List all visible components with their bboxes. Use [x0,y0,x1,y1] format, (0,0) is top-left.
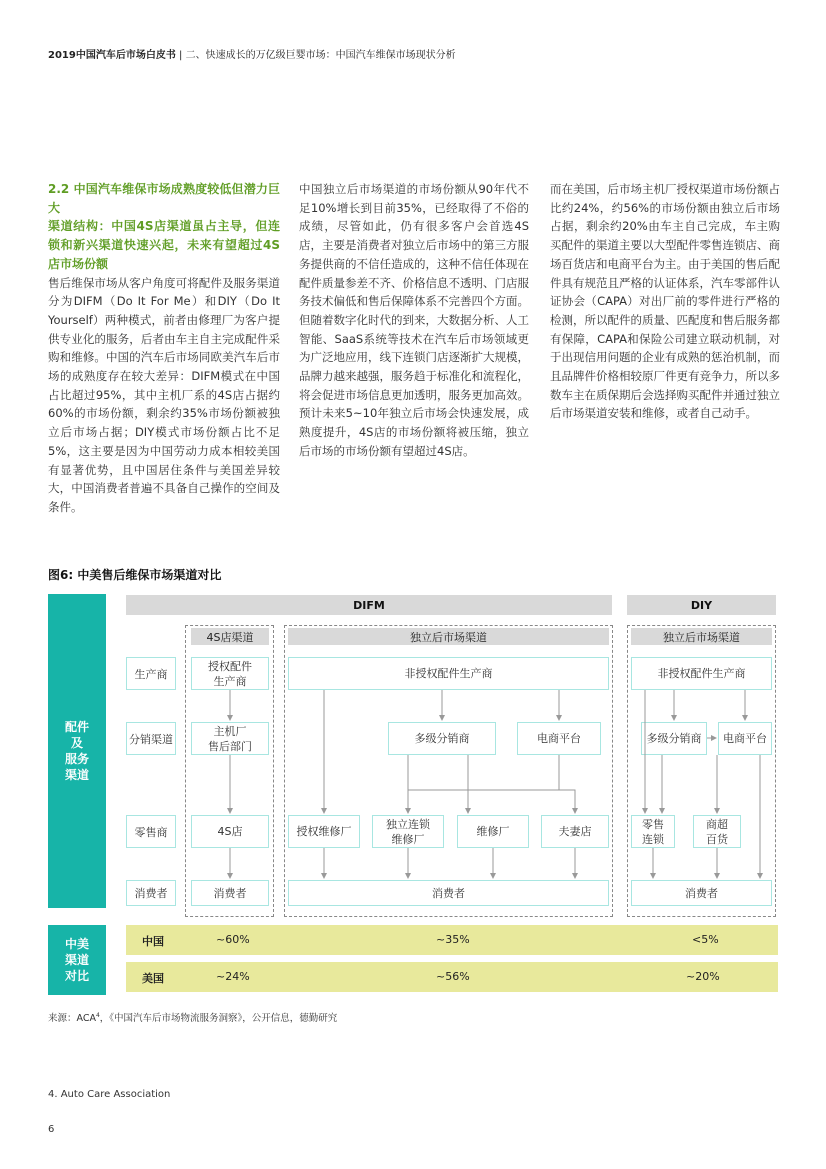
text-column-1 [48,180,280,517]
compare-country: 中国 [142,935,164,948]
compare-value-4s: ~60% [216,933,250,946]
box-mall: 商超 百货 [693,815,741,848]
box-non-auth-parts: 非授权配件生产商 [288,657,609,690]
source-note [48,1010,337,1024]
source-rest: ，《中国汽车后市场物流服务洞察》，公开信息，德勤研究 [99,1013,338,1024]
box-multi-dist-diy: 多级分销商 [641,722,707,755]
row-label-distribution: 分销渠道 [126,722,176,755]
connector-line [521,790,575,813]
sub-header-indep-diy: 独立后市场渠道 [631,628,772,645]
difm-bar: DIFM [126,595,612,615]
sub-header-indep: 独立后市场渠道 [288,628,609,645]
box-consumer-indep: 消费者 [288,880,609,906]
figure-title: 图6: 中美售后维保市场渠道对比 [48,568,222,582]
sub-title: 渠道结构：中国4S店渠道虽占主导，但连锁和新兴渠道快速兴起，未来有望超过4S店市场份额 [48,219,280,271]
box-non-auth-parts-diy: 非授权配件生产商 [631,657,772,690]
header-separator: | [179,50,183,61]
section-title: 2.2 中国汽车维保市场成熟度较低但潜力巨大 [48,182,280,215]
header-subtitle: 二、快速成长的万亿级巨婴市场：中国汽车维保市场现状分析 [185,50,456,61]
compare-value-diy: ~20% [686,970,720,983]
box-retail-chain: 零售 连锁 [631,815,675,848]
page-number: 6 [48,1124,55,1135]
compare-value-indep: ~35% [436,933,470,946]
text-column-3 [550,180,780,423]
connector-line [408,755,559,790]
header-title: 2019中国汽车后市场白皮书 [48,50,176,61]
box-consumer-4s: 消费者 [191,880,269,906]
row-label-retailer: 零售商 [126,815,176,848]
compare-value-4s: ~24% [216,970,250,983]
compare-row-usa [126,962,778,992]
source-prefix: 来源：ACA [48,1013,96,1024]
box-indep-chain: 独立连锁 维修厂 [372,815,444,848]
compare-country: 美国 [142,972,164,985]
footnote: 4. Auto Care Association [48,1089,171,1100]
sub-header-4s: 4S店渠道 [191,628,269,645]
side-label-compare: 中美 渠道 对比 [48,925,106,995]
channel-diagram [48,590,778,920]
box-oem-dept: 主机厂 售后部门 [191,722,269,755]
row-label-manufacturer: 生产商 [126,657,176,690]
column-3-body: 而在美国，后市场主机厂授权渠道市场份额占比约24%，约56%的市场份额由独立后市场占据，剩余约20%由车主自己完成，车主购买配件的渠道主要以大型配件零售连锁店、商场百货店和电商平台为主。由于美国的售后配件具有规范且严格的认证体系，汽车零部件认证协会（CAPA）对出厂前的零件进行严格的检测，所以配件的质量、匹配度和售后服务都有保障，CAPA和保险公司建立联动机制，对于出现信用问题的企业有成熟的惩治机制，而且品牌件价格相较原厂件更有竞争力，所以多数车主在质保期后会选择购买配件并通过独立后市场渠道安装和维修，或者自己动手。 [550,182,780,421]
diy-bar: DIY [627,595,776,615]
compare-value-diy: <5% [692,933,719,946]
arrow-layer [48,590,778,920]
box-repair-shop: 维修厂 [457,815,529,848]
box-multi-dist: 多级分销商 [388,722,496,755]
box-ecommerce-diy: 电商平台 [718,722,772,755]
source-sup: 4 [95,1011,100,1019]
page-header [48,46,456,61]
box-authorized-parts: 授权配件 生产商 [191,657,269,690]
row-label-consumer: 消费者 [126,880,176,906]
text-column-2 [299,180,529,461]
box-ecommerce: 电商平台 [517,722,601,755]
box-consumer-diy: 消费者 [631,880,772,906]
side-label-parts: 配件 及 服务 渠道 [48,594,106,908]
compare-value-indep: ~56% [436,970,470,983]
box-mom-pop: 夫妻店 [541,815,609,848]
column-2-body: 中国独立后市场渠道的市场份额从90年代不足10%增长到目前35%，已经取得了不俗的成绩，尽管如此，仍有很多客户会首选4S店，主要是消费者对独立后市场中的第三方服务提供商的不信任造成的，这种不信任体现在配件质量参差不齐、价格信息不透明、门店服务技术偏低和售后保障体系不完善四个方面。但随着数字化时代的到来，大数据分析、人工智能、SaaS系统等技术在汽车后市场领域更为广泛地应用，线下连锁门店逐渐扩大规模，品牌力越来越强，服务趋于标准化和流程化，将会促进市场信息更加透明，服务更加高效。预计未来5~10年独立后市场会快速发展，成熟度提升，4S店的市场份额将被压缩，独立后市场的市场份额有望超过4S店。 [299,182,529,458]
column-1-body: 售后维保市场从客户角度可将配件及服务渠道分为DIFM（Do It For Me）和DIY（Do It Yourself）两种模式，前者由修理厂为客户提供专业化的服务，后者由车主自主完成配件采购和维修。中国的汽车后市场同欧美汽车后市场的成熟度存在较大差异：DIFM模式在中国占比超过95%，其中主机厂系的4S店占据约60%的市场份额，剩余约35%市场份额被独立后市场占据；DIY模式市场份额占比不足5%，这主要是因为中国劳动力成本相较美国有显著优势，且中国居住条件与美国差异较大，中国消费者普遍不具备自己操作的空间及条件。 [48,275,280,514]
compare-row-china [126,925,778,955]
box-auth-repair: 授权维修厂 [288,815,360,848]
box-4s-store: 4S店 [191,815,269,848]
